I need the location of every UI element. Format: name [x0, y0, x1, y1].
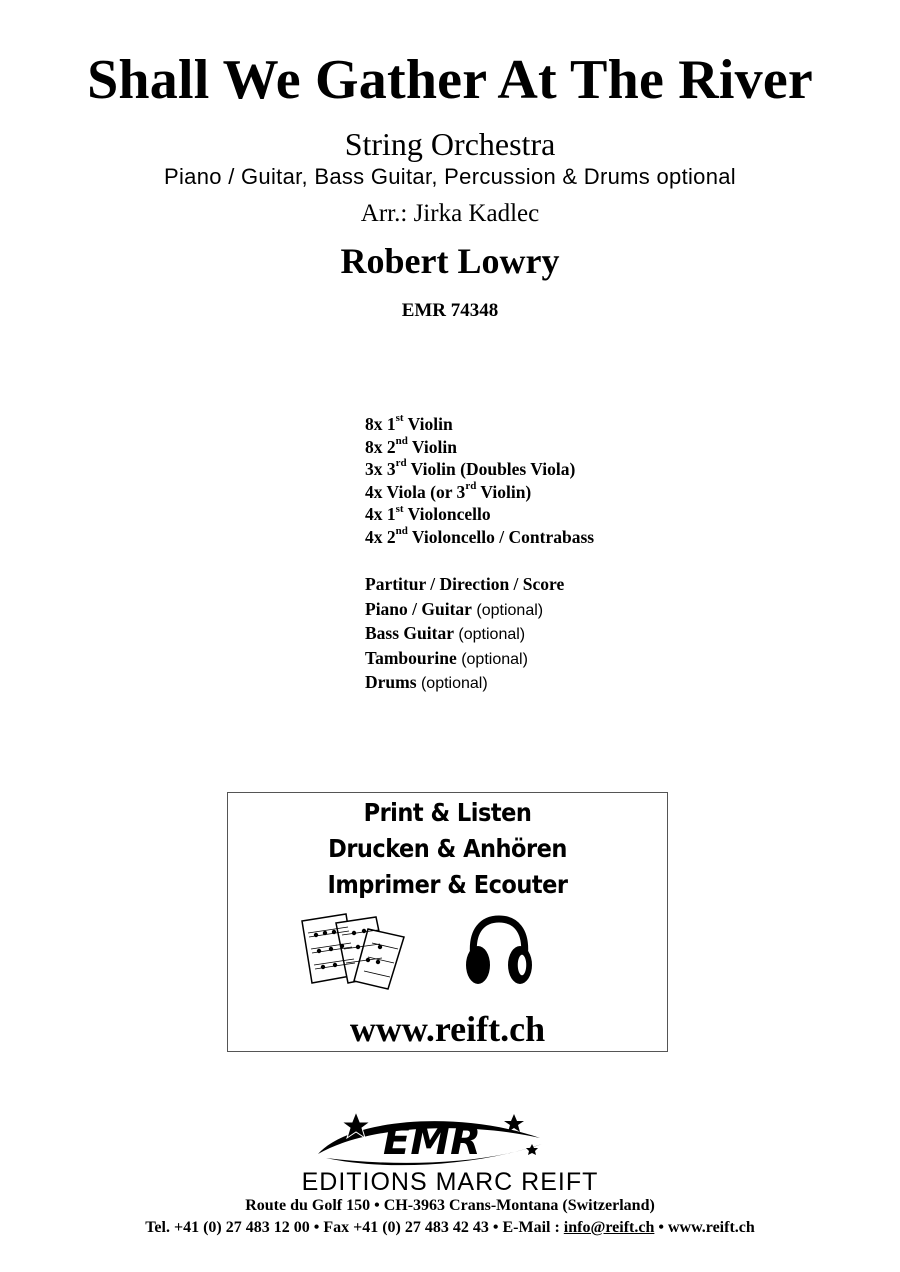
extra-row: Tambourine (optional): [365, 647, 528, 668]
catalog-number: EMR 74348: [401, 300, 499, 321]
publisher-name: EDITIONS MARC REIFT: [301, 1168, 599, 1196]
part-row: 4x 1st Violoncello: [365, 502, 491, 525]
part-row: 4x 2nd Violoncello / Contrabass: [365, 525, 595, 547]
composer: Robert Lowry: [340, 241, 560, 281]
email-link[interactable]: info@reift.ch: [563, 1219, 655, 1236]
subtitle: String Orchestra: [344, 126, 556, 162]
emr-logo: [310, 1108, 550, 1172]
promo-line-de: Drucken & Anhören: [328, 834, 567, 863]
part-row: 8x 1st Violin: [365, 412, 453, 434]
publisher-address: Route du Golf 150 • CH-3963 Crans-Montana (Switzerland): [245, 1197, 655, 1214]
page-title: Shall We Gather At The River: [87, 49, 813, 111]
sheet-music-icon: [298, 911, 413, 991]
extra-row: Drums (optional): [365, 672, 488, 693]
promo-line-en: Print & Listen: [363, 798, 532, 827]
part-row: 4x Viola (or 3rd Violin): [365, 479, 532, 502]
arranger: Arr.: Jirka Kadlec: [360, 200, 540, 227]
extras-list: [365, 573, 564, 696]
extra-row: Piano / Guitar (optional): [365, 598, 544, 619]
print-listen-box: [227, 792, 668, 1052]
website-link[interactable]: www.reift.ch: [349, 1009, 546, 1049]
promo-line-fr: Imprimer & Ecouter: [327, 870, 568, 899]
extra-row: Partitur / Direction / Score: [365, 574, 565, 594]
part-row: 8x 2nd Violin: [365, 434, 457, 457]
headphones-icon: [464, 915, 534, 991]
optional-instrumentation: Piano / Guitar, Bass Guitar, Percussion & Drums optional: [164, 164, 736, 189]
extra-row: Bass Guitar (optional): [365, 623, 526, 644]
publisher-contact: Tel. +41 (0) 27 483 12 00 • Fax +41 (0) 27 483 42 43 • E-Mail : info@reift.ch • www.reift.ch: [145, 1219, 755, 1236]
part-row: 3x 3rd Violin (Doubles Viola): [365, 457, 576, 480]
svg-text:EMR: EMR: [383, 1118, 481, 1164]
parts-list: [365, 413, 594, 549]
